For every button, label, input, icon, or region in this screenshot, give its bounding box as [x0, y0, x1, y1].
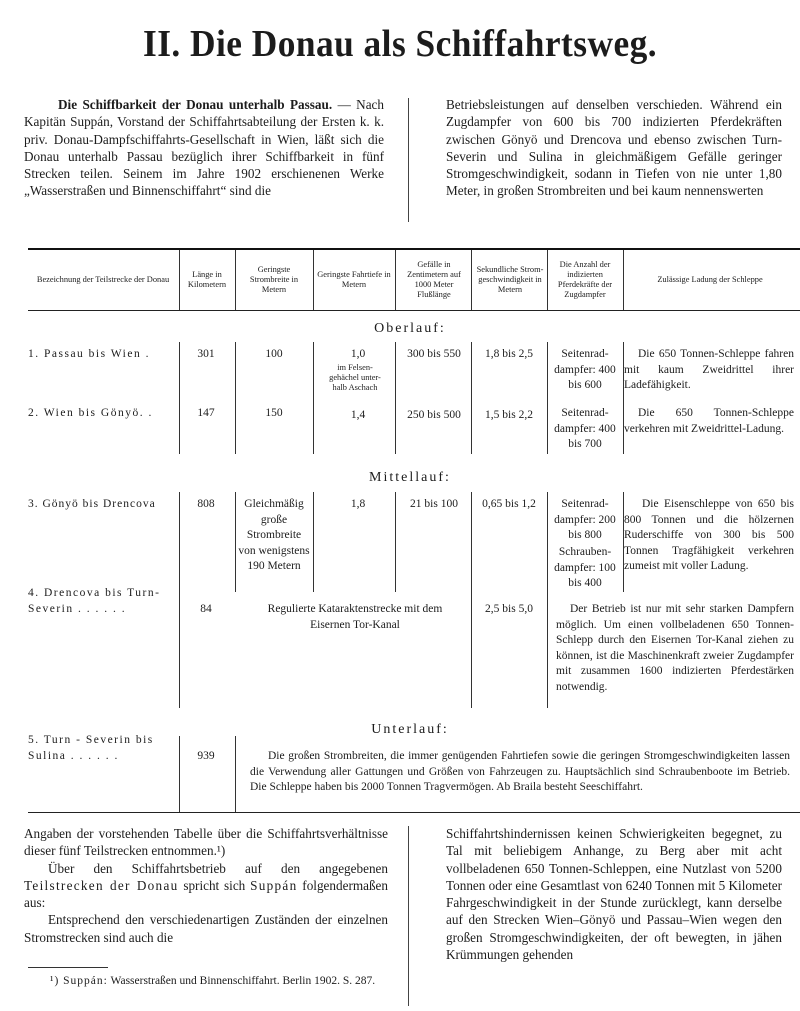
row5-name: 5. Turn - Severin bis Sulina . . . . . .	[28, 734, 154, 762]
section-label-oberlauf: Oberlauf:	[374, 321, 446, 336]
row3-depth: 1,8	[350, 498, 366, 510]
row2-depth: 1,4	[350, 409, 366, 421]
row4-merged: Regulierte Kataraktenstrecke mit dem Eisernen Tor-Kanal	[267, 603, 443, 631]
body-vline	[179, 492, 180, 708]
table-top-rule	[28, 248, 800, 250]
intro-left-column	[24, 96, 384, 200]
row3-name: 3. Gönyö bis Drencova	[28, 498, 156, 510]
footnote-rule	[28, 967, 108, 968]
lower-left-p2-e: folgendermaßen aus:	[24, 877, 388, 911]
column-divider-top	[408, 98, 409, 222]
row4-name: 4. Drencova bis Turn-Severin . . . . . .	[28, 587, 161, 615]
table-bottom-rule	[28, 812, 800, 813]
section-label-unterlauf: Unterlauf:	[371, 722, 449, 737]
header-speed: Sekundliche Strom-geschwindigkeit in Metern	[476, 264, 544, 295]
row1-horsepower: Seitenrad-dampfer: 400 bis 600	[554, 348, 616, 392]
row3-horsepower-side: Seitenrad-dampfer: 200 bis 800	[554, 498, 616, 542]
footnote-author: ¹) Suppán:	[50, 975, 108, 987]
page-title: II. Die Donau als Schiffahrtsweg.	[142, 23, 658, 65]
header-vline	[313, 250, 314, 310]
lower-left-p2-b: Teilstrecken der Donau	[24, 877, 179, 893]
intro-left-text: — Nach Kapitän Suppán, Vorstand der Schiffahrtsabteilung der Ersten k. k. priv. Donau-Dampfschiffahrts-Gesellschaft in Wien, läßt sich die Donau unterhalb Passau bezüglich ihrer Schiffbarkeit in fünf Strecken teilen. Seinem im Jahre 1902 erschienenen Werke „Wasserstraßen und Binnenschiffahrt“ sind die	[24, 97, 385, 199]
lower-left-p1: Angaben der vorstehenden Tabelle über die Schiffahrtsverhältnisse dieser fünf Teilstrecken entnommen.¹)	[24, 826, 388, 859]
header-horsepower: Die Anzahl der indizierten Pferdekräfte der Zugdampfer	[557, 259, 613, 300]
row1-load: Die 650 Tonnen-Schleppe fahren mit kaum Zweidrittel ihrer Ladefähigkeit.	[624, 348, 794, 392]
row1-speed: 1,8 bis 2,5	[485, 348, 533, 360]
section-label-mittellauf: Mittellauf:	[369, 470, 451, 485]
row2-name: 2. Wien bis Gönyö. .	[28, 407, 153, 419]
row3-length: 808	[197, 498, 215, 510]
row4-speed: 2,5 bis 5,0	[485, 603, 533, 615]
body-vline	[179, 342, 180, 454]
body-vline	[313, 492, 314, 592]
body-vline	[235, 342, 236, 454]
row2-load: Die 650 Tonnen-Schleppe verkehren mit Zweidrittel-Ladung.	[624, 407, 794, 435]
lower-left-p3: Entsprechend den verschiedenartigen Zuständen der einzelnen Stromstrecken sind auch die	[24, 912, 388, 945]
header-vline	[547, 250, 548, 310]
header-depth: Geringste Fahrtiefe in Metern	[317, 269, 391, 289]
header-vline	[623, 250, 624, 310]
row1-depth-note: im Felsen-gehächel unter-halb Aschach	[329, 363, 381, 392]
row2-width: 150	[265, 407, 283, 419]
row1-name: 1. Passau bis Wien .	[28, 348, 150, 360]
lower-left-p2-c: spricht sich	[178, 877, 251, 893]
footnote	[26, 973, 386, 989]
row1-fall: 300 bis 550	[407, 348, 461, 360]
row1-depth: 1,0	[350, 348, 366, 360]
row1-width: 100	[265, 348, 283, 360]
row5-length: 939	[197, 750, 215, 762]
body-vline	[179, 736, 180, 812]
lower-left-p2	[24, 860, 388, 912]
body-vline	[313, 342, 314, 454]
body-vline	[235, 736, 236, 812]
header-vline	[235, 250, 236, 310]
row2-length: 147	[197, 407, 215, 419]
row4-load: Der Betrieb ist nur mit sehr starken Dampfern möglich. Um einen vollbeladenen 650 Tonnen-Schlepp durch den Eisernen Tor-Kanal ziehen zu können, ist die Maschinenkraft zweier Zugdampfer mit zusammen 1600 indizierten Pferdestärken notwendig.	[556, 603, 794, 693]
lower-right-column: Schiffahrtshindernissen keinen Schwierigkeiten begegnet, zu Tal mit beliebigem Anhange, zu Berg aber mit acht vollbeladenen 650 Tonnen-Schleppen, eine Nutzlast von 5200 Tonnen oder eine Gesamtlast von 6240 Tonnen mit 5 Kilometer Fahrgeschwindigkeit in der Stunde zurücklegt, kann derselbe auf den Strecken Wien–Gönyö und Passau–Wien wegen den großen Stromgeschwindigkeiten, der oft bewegten, in jähen Krümmungen gehenden	[446, 826, 782, 963]
table-header-rule	[28, 310, 800, 311]
intro-heading: Die Schiffbarkeit der Donau unterhalb Passau.	[58, 97, 333, 112]
column-divider-bottom	[408, 826, 409, 1006]
row1-length: 301	[197, 348, 215, 360]
row2-horsepower: Seitenrad-dampfer: 400 bis 700	[554, 407, 616, 451]
row3-fall: 21 bis 100	[410, 498, 458, 510]
header-vline	[179, 250, 180, 310]
header-load: Zulässige Ladung der Schleppe	[657, 274, 763, 284]
lower-left-p2-a: Über den Schiffahrtsbetrieb auf den angegebenen	[48, 860, 388, 876]
header-vline	[395, 250, 396, 310]
footnote-text: Wasserstraßen und Binnenschiffahrt. Berlin 1902. S. 287.	[107, 975, 376, 987]
header-fall: Gefälle in Zentimetern auf 1000 Meter Flußlänge	[407, 259, 461, 300]
header-length: Länge in Kilometern	[187, 269, 227, 289]
row3-speed: 0,65 bis 1,2	[482, 498, 536, 510]
row5-merged: Die großen Strombreiten, die immer genügenden Fahrtiefen sowie die geringen Stromgeschwindigkeiten lassen die Verwendung aller Gattungen und Größen von Fahrzeugen zu. Hauptsächlich sind Schraubenboote im Betrieb. Die Schleppe haben bis 2000 Tonnen Tragvermögen. Ab Braila besteht Seeschiffahrt.	[250, 750, 790, 794]
row3-load: Die Eisenschleppe von 650 bis 800 Tonnen und die hölzernen Ruderschiffe von 300 bis 500 Tonnen Tragfähigkeit verkehren zumeist mit voller Ladung.	[624, 498, 794, 573]
body-vline	[471, 492, 472, 708]
header-vline	[471, 250, 472, 310]
header-section-name: Bezeichnung der Teilstrecke der Donau	[36, 274, 170, 284]
row4-length: 84	[200, 603, 212, 615]
lower-left-column	[24, 825, 388, 946]
header-width: Geringste Strombreite in Metern	[249, 264, 299, 295]
row3-horsepower-screw: Schrauben-dampfer: 100 bis 400	[554, 546, 616, 590]
row2-fall: 250 bis 500	[407, 409, 461, 421]
row2-speed: 1,5 bis 2,2	[485, 409, 533, 421]
lower-left-p2-d: Suppán	[250, 877, 298, 893]
body-vline	[235, 492, 236, 592]
intro-right-column: Betriebsleistungen auf denselben verschieden. Während ein Zugdampfer von 600 bis 700 indizierten Pferdekräften zwischen Gönyö und Drencova und ebenso zwischen Turn-Severin und Sulina in gleichmäßigem Gefälle geringer Stromgeschwindigkeit, sodann in Tiefen von nie unter 1,80 Meter, in großen Strombreiten und bei kaum nennenswerten	[446, 97, 782, 199]
row3-width: Gleichmäßig große Strombreite von wenigstens 190 Metern	[238, 498, 310, 573]
